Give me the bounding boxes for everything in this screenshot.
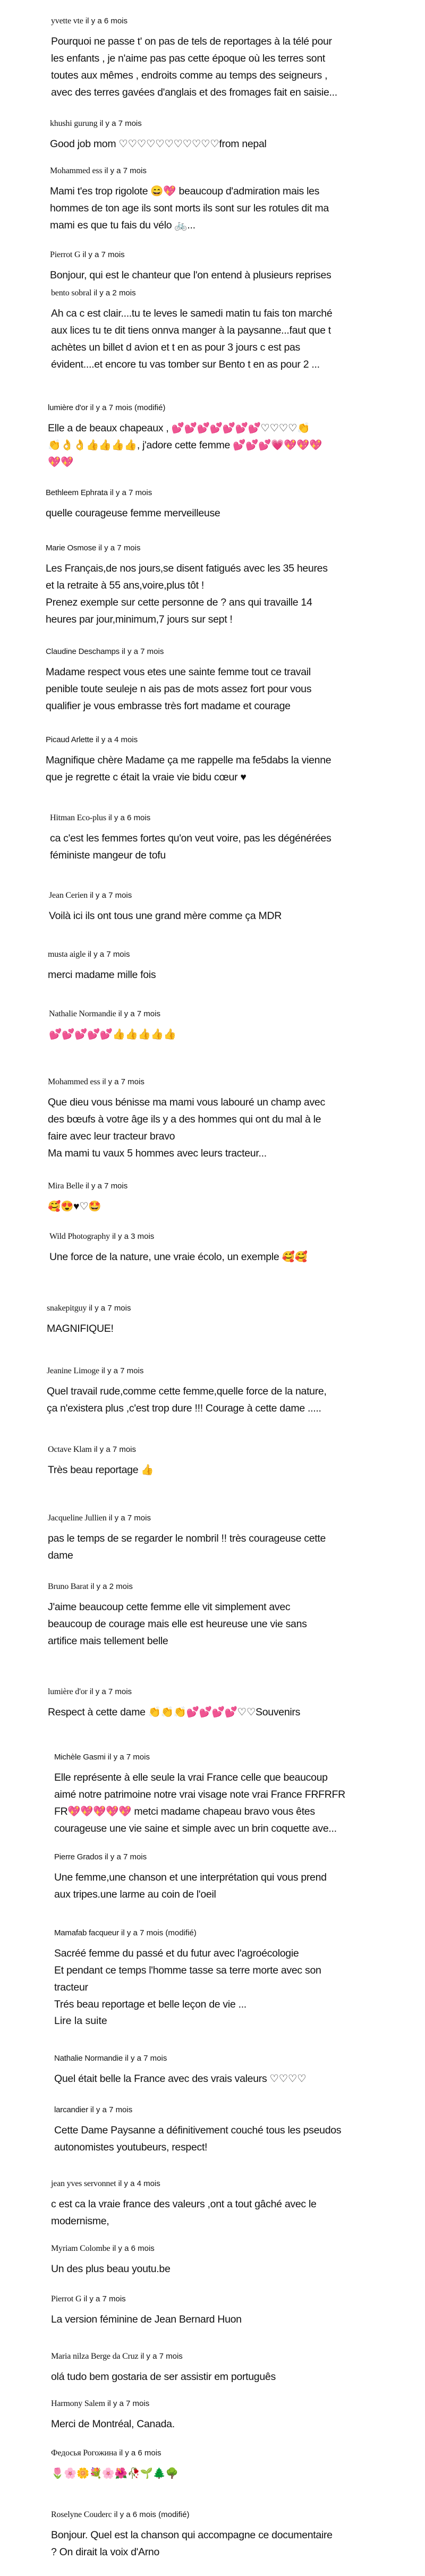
comment-header (48, 1077, 425, 1087)
comment-timestamp[interactable]: il y a 7 mois (108, 1514, 151, 1523)
comment-timestamp[interactable]: il y a 6 mois (114, 2510, 156, 2519)
comment-text (48, 1094, 414, 1162)
comment-item (0, 1077, 425, 1162)
comment-author[interactable]: Roselyne Couderc (51, 2510, 112, 2519)
comment-item (0, 1231, 425, 1265)
comment-line: qualifier je vous embrasse très fort madame et courage (46, 700, 291, 712)
comment-item (0, 1366, 425, 1417)
comment-timestamp[interactable]: il y a 4 mois (95, 735, 138, 744)
comment-author[interactable]: Maria nilza Berge da Cruz (51, 2352, 139, 2361)
comment-author[interactable]: jean yves servonnet (51, 2179, 116, 2188)
comment-text (46, 560, 412, 628)
comment-line: Bonjour, qui est le chanteur que l'on entend à plusieurs reprises (50, 269, 332, 281)
comment-text (51, 2368, 418, 2385)
comment-text (48, 1461, 414, 1478)
comment-text (48, 420, 414, 471)
comment-line: des bœufs à votre âge ils y a des hommes qui ont du mal à le (48, 1113, 321, 1125)
comment-author[interactable]: Nathalie Normandie (54, 2054, 123, 2063)
comment-header (51, 2179, 425, 2189)
comment-timestamp[interactable]: il y a 7 mois (140, 2352, 183, 2361)
comment-author[interactable]: Wild Photography (49, 1232, 110, 1241)
comment-item (0, 403, 425, 471)
comment-timestamp[interactable]: il y a 7 mois (88, 950, 130, 959)
comment-item (0, 890, 425, 924)
comment-line: pas le temps de se regarder le nombril !! très courageuse cette (48, 1533, 326, 1544)
comment-timestamp[interactable]: il y a 7 mois (89, 1304, 131, 1313)
comment-author[interactable]: yvette vte (51, 16, 83, 25)
comment-line: olá tudo bem gostaria de ser assistir em português (51, 2371, 276, 2383)
comment-line: FR💖💖💖💖💖 metci madame chapeau bravo vous êtes (54, 1806, 315, 1817)
comment-line: courageuse une vie saine et simple avec un brin coquette ave... (54, 1823, 337, 1834)
comment-line: aux lices tu te dit tiens onnva manger à la paysanne...faut que t (51, 325, 331, 336)
comment-item (0, 2399, 425, 2433)
comment-line: Ah ca c est clair....tu te leves le samedi matin tu fais ton marché (51, 308, 333, 319)
comment-line: autonomistes youtubeurs, respect! (54, 2141, 208, 2153)
edited-label: (modifié) (158, 2510, 190, 2519)
comment-header (48, 1444, 425, 1455)
comment-timestamp[interactable]: il y a 7 mois (104, 166, 147, 175)
comment-text (48, 1530, 414, 1564)
comment-line: Ma mami tu vaux 5 hommes avec leurs tracteur... (48, 1147, 267, 1159)
comment-timestamp[interactable]: il y a 2 mois (94, 288, 136, 297)
comment-timestamp[interactable]: il y a 7 mois (89, 1687, 132, 1696)
comment-author[interactable]: Федосья Рогожина (51, 2449, 117, 2458)
comment-line: Good job mom ♡♡♡♡♡♡♡♡♡♡♡from nepal (50, 138, 267, 150)
comment-line: hommes de ton age ils sont morts ils sont sur les rotules dit ma (50, 202, 329, 214)
comment-text (48, 1599, 414, 1650)
comment-timestamp[interactable]: il y a 6 mois (119, 2449, 162, 2458)
comment-timestamp[interactable]: il y a 4 mois (118, 2179, 160, 2188)
comment-header (46, 543, 425, 554)
comment-text (46, 752, 412, 786)
edited-label: (modifié) (134, 403, 166, 412)
comment-line: tracteur (54, 1982, 88, 1993)
comment-author[interactable]: Harmony Salem (51, 2399, 105, 2408)
comment-timestamp[interactable]: il y a 7 mois (107, 2399, 150, 2408)
comment-text (51, 2465, 418, 2482)
comment-line: Trés beau reportage et belle leçon de vie ... (54, 1999, 246, 2010)
comment-header (46, 735, 425, 745)
comment-header (50, 166, 425, 176)
comment-header (50, 118, 425, 129)
comment-line: Les Français,de nos jours,se disent fatigués avec les 35 heures (46, 563, 328, 574)
comment-line: Voilà ici ils ont tous une grand mère comme ça MDR (49, 910, 282, 922)
comment-text (50, 183, 416, 234)
comment-timestamp[interactable]: il y a 3 mois (112, 1232, 155, 1241)
comment-item (0, 813, 425, 864)
comment-item (0, 288, 425, 373)
comment-item (0, 2179, 425, 2230)
comment-item (0, 2351, 425, 2385)
comment-text (50, 830, 416, 864)
comment-timestamp[interactable]: il y a 6 mois (85, 16, 128, 25)
comment-item (0, 2053, 425, 2087)
comment-author[interactable]: Mohammed ess (48, 1077, 100, 1086)
comment-item (0, 2294, 425, 2328)
comment-header (48, 1582, 425, 1592)
comment-line: heures par jour,minimum,7 jours sur sept ! (46, 614, 233, 625)
comment-line: Quel travail rude,comme cette femme,quelle force de la nature, (47, 1385, 327, 1397)
comment-line: ca c'est les femmes fortes qu'on veut voire, pas les dégénérées (50, 832, 332, 844)
comment-author[interactable]: Jeanine Limoge (47, 1366, 99, 1375)
comment-timestamp[interactable]: il y a 7 mois (99, 119, 142, 128)
comment-author[interactable]: snakepitguy (47, 1304, 87, 1313)
comment-text (50, 135, 416, 152)
comment-text (54, 1945, 421, 2013)
comment-header (51, 2510, 425, 2520)
comment-timestamp[interactable]: il y a 7 mois (110, 488, 152, 497)
comment-item (0, 2243, 425, 2277)
comment-timestamp[interactable]: il y a 7 mois (104, 1852, 147, 1861)
comment-text (48, 966, 414, 983)
comment-header (54, 1928, 425, 1939)
comment-timestamp[interactable]: il y a 2 mois (90, 1582, 133, 1591)
comment-line: beaucoup de courage mais elle est heureuse une vie sans (48, 1618, 307, 1630)
comment-text (51, 2416, 418, 2433)
comment-text (48, 1704, 414, 1721)
comment-author[interactable]: Mohammed ess (50, 166, 103, 175)
comment-timestamp[interactable]: il y a 7 mois (122, 647, 164, 656)
comment-text (51, 2311, 418, 2328)
comment-author[interactable]: Hitman Eco-plus (50, 813, 106, 822)
comment-item (0, 250, 425, 284)
comment-item (0, 166, 425, 234)
comment-item (0, 2510, 425, 2561)
comment-item (0, 1009, 425, 1043)
comment-text (51, 33, 418, 101)
comment-line: Elle représente à elle seule la vrai France celle que beaucoup (54, 1772, 328, 1783)
comment-author[interactable]: Nathalie Normandie (49, 1009, 116, 1018)
comment-item (0, 735, 425, 786)
comment-line: aux tripes.une larme au coin de l'oeil (54, 1889, 216, 1900)
comment-item (0, 16, 425, 101)
comment-line: quelle courageuse femme merveilleuse (46, 507, 220, 519)
comment-author[interactable]: Mamafab facqueur (54, 1928, 119, 1937)
comment-author[interactable]: Mira Belle (48, 1181, 83, 1191)
comment-line: dame (48, 1550, 73, 1561)
comment-item (0, 1928, 425, 2027)
comment-text (46, 505, 412, 522)
comment-header (48, 403, 425, 413)
comment-author[interactable]: Picaud Arlette (46, 735, 94, 744)
comment-line: Quel était belle la France avec des vrais valeurs ♡♡♡♡ (54, 2073, 307, 2085)
comment-text (54, 1769, 421, 1837)
comment-author[interactable]: lumière d'or (48, 1687, 88, 1696)
comment-item (0, 1303, 425, 1337)
comment-timestamp[interactable]: il y a 7 mois (101, 1366, 144, 1375)
comment-line: Mami t'es trop rigolote 😄💖 beaucoup d'admiration mais les (50, 185, 320, 197)
comment-timestamp[interactable]: il y a 7 mois (94, 1445, 137, 1454)
comment-line: Elle a de beaux chapeaux , 💕💕💕💕💕💕💕♡♡♡♡👏 (48, 422, 310, 434)
comment-line: toutes aux mêmes , endroits comme au temps des seigneurs , (51, 70, 328, 81)
comment-author[interactable]: Pierrot G (50, 250, 81, 259)
comment-item (0, 118, 425, 152)
comment-line: faire avec leur tracteur bravo (48, 1130, 175, 1142)
comment-author[interactable]: Pierrot G (51, 2294, 82, 2303)
comment-timestamp[interactable]: il y a 7 mois (83, 2294, 126, 2303)
comment-text (46, 664, 412, 715)
comment-line: Respect à cette dame 👏👏👏💕💕💕💕♡♡Souvenirs (48, 1706, 301, 1718)
comment-header (54, 1852, 425, 1863)
comment-item (0, 488, 425, 522)
comment-header (49, 1231, 425, 1242)
comment-line: Magnifique chère Madame ça me rappelle ma fe5dabs la vienne (46, 754, 332, 766)
comment-line: Sacréé femme du passé et du futur avec l'agroécologie (54, 1948, 299, 1959)
comment-author[interactable]: Claudine Deschamps (46, 647, 120, 656)
comment-line: Très beau reportage 👍 (48, 1464, 154, 1476)
comment-text (47, 1320, 413, 1337)
comment-line: 🥰😍♥♡🤩 (48, 1201, 101, 1212)
comment-text (49, 1026, 415, 1043)
comment-header (51, 2351, 425, 2362)
comment-author[interactable]: Octave Klam (48, 1445, 92, 1454)
comment-header (54, 1752, 425, 1763)
comment-header (50, 250, 425, 260)
comment-timestamp[interactable]: il y a 7 mois (86, 1181, 128, 1191)
comment-line: penible toute seuleje n ais pas de mots assez fort pour vous (46, 683, 312, 695)
comment-line: La version féminine de Jean Bernard Huon (51, 2314, 242, 2325)
comment-line: 💖💖 (48, 456, 73, 468)
comment-line: aimé notre patrimoine notre vrai visage note vrai France FRFRFR (54, 1789, 345, 1800)
comment-line: ? On dirait la voix d'Arno (51, 2546, 160, 2558)
comment-item (0, 1181, 425, 1215)
comment-header (51, 2399, 425, 2409)
comment-timestamp[interactable]: il y a 6 mois (112, 2244, 155, 2253)
comment-header (47, 1366, 425, 1376)
comment-line: 👏👌👌👍👍👍👍, j'adore cette femme 💕💕💕💗💖💖💖 (48, 439, 322, 451)
comment-line: Que dieu vous bénisse ma mami vous labouré un champ avec (48, 1096, 325, 1108)
comment-header (51, 2448, 425, 2459)
comment-line: Pourquoi ne passe t' on pas de tels de reportages à la télé pour (51, 36, 332, 47)
comment-header (51, 288, 425, 299)
comment-item (0, 1752, 425, 1837)
comment-header (49, 890, 425, 901)
comment-timestamp[interactable]: il y a 7 mois (98, 543, 141, 552)
comment-author[interactable]: Bethleem Ephrata (46, 488, 108, 497)
comment-line: que je regrette c était la vraie vie bidu cœur ♥ (46, 771, 246, 783)
comment-text (50, 267, 416, 284)
comment-line: Madame respect vous etes une sainte femme tout ce travail (46, 666, 311, 678)
comment-line: Un des plus beau youtu.be (51, 2263, 171, 2275)
comment-timestamp[interactable]: il y a 7 mois (121, 1928, 164, 1937)
comment-header (50, 813, 425, 823)
comment-header (46, 488, 425, 498)
comment-author[interactable]: Myriam Colombe (51, 2244, 110, 2253)
comment-header (54, 2053, 425, 2064)
comment-author[interactable]: bento sobral (51, 288, 92, 297)
comment-header (51, 2243, 425, 2254)
comment-header (49, 1009, 425, 1019)
comment-text (54, 2122, 421, 2156)
comment-item (0, 647, 425, 715)
comment-author[interactable]: Bruno Barat (48, 1582, 89, 1591)
comment-line: Une force de la nature, une vraie écolo, un exemple 🥰🥰 (49, 1251, 308, 1263)
comment-item (0, 2448, 425, 2482)
edited-label: (modifié) (165, 1928, 197, 1937)
read-more-link[interactable]: Lire la suite (54, 2015, 107, 2027)
comment-timestamp[interactable]: il y a 7 mois (82, 250, 125, 259)
comment-text (51, 2196, 418, 2230)
comment-header (54, 2105, 425, 2115)
comment-item (0, 2105, 425, 2156)
comment-line: et la retraite à 55 ans,voire,plus tôt ! (46, 580, 205, 591)
comment-text (51, 2260, 418, 2277)
comment-header (51, 2294, 425, 2305)
comment-line: Bonjour. Quel est la chanson qui accompagne ce documentaire (51, 2529, 333, 2541)
comment-text (49, 907, 415, 924)
comment-timestamp[interactable]: il y a 7 mois (125, 2054, 167, 2063)
comment-author[interactable]: lumière d'or (48, 403, 88, 412)
comment-header (47, 1303, 425, 1314)
comment-line: ça n'existera plus ,c'est trop dure !!! Courage à cette dame ..... (47, 1402, 321, 1414)
comment-timestamp[interactable]: il y a 7 mois (118, 1009, 160, 1018)
comment-item (0, 1444, 425, 1478)
comment-line: féministe mangeur de tofu (50, 849, 166, 861)
comment-line: les enfants , je n'aime pas pas cette époque où les terres sont (51, 53, 325, 64)
comment-text (51, 305, 418, 373)
comment-author[interactable]: Marie Osmose (46, 543, 97, 552)
comment-line: Et pendant ce temps l'homme tasse sa terre morte avec son (54, 1965, 321, 1976)
comment-item (0, 949, 425, 983)
comment-timestamp[interactable]: il y a 7 mois (90, 891, 132, 900)
comment-line: c est ca la vraie france des valeurs ,ont a tout gâché avec le (51, 2198, 317, 2210)
comment-line: Cette Dame Paysanne a définitivement couché tous les pseudos (54, 2124, 342, 2136)
comment-text (51, 2527, 418, 2561)
comment-text (49, 1248, 416, 1265)
comment-author[interactable]: Jean Cerien (49, 891, 88, 900)
comment-item (0, 1582, 425, 1650)
comment-line: évident....et encore tu vas tomber sur Bento t en as pour 2 ... (51, 359, 320, 370)
comment-text (54, 2070, 421, 2087)
comment-item (0, 1513, 425, 1564)
comment-timestamp[interactable]: il y a 7 mois (102, 1077, 144, 1086)
comment-header (48, 949, 425, 960)
comment-line: achètes un billet d avion et t en as pour 3 jours c est pas (51, 342, 301, 353)
comment-line: Une femme,une chanson et une interprétation qui vous prend (54, 1872, 327, 1883)
comment-item (0, 543, 425, 628)
comment-line: Prenez exemple sur cette personne de ? ans qui travaille 14 (46, 597, 312, 608)
comment-text (54, 1869, 421, 1903)
comment-header (51, 16, 425, 27)
comment-line: 💕💕💕💕💕👍👍👍👍👍 (49, 1028, 176, 1040)
comment-header (48, 1513, 425, 1524)
comment-author[interactable]: Jacqueline Jullien (48, 1514, 107, 1523)
comment-author[interactable]: musta aigle (48, 950, 86, 959)
comment-item (0, 1852, 425, 1903)
comment-line: artifice mais tellement belle (48, 1635, 168, 1647)
comment-author[interactable]: Michèle Gasmi (54, 1753, 106, 1762)
comment-timestamp[interactable]: il y a 7 mois (90, 403, 132, 412)
comment-line: mami es que tu fais du vélo 🚲... (50, 219, 196, 231)
comment-timestamp[interactable]: il y a 7 mois (107, 1753, 150, 1762)
comment-author[interactable]: Pierre Grados (54, 1852, 103, 1861)
comment-author[interactable]: larcandier (54, 2105, 88, 2114)
comment-header (48, 1181, 425, 1192)
comment-line: 🌷🌸🌼💐🌸🌺🥀🌱🌲🌳 (51, 2468, 178, 2479)
comment-line: MAGNIFIQUE! (47, 1323, 114, 1334)
comment-line: modernisme, (51, 2215, 109, 2227)
comment-line: avec des terres gavées d'anglais et des fromages fait en saisie... (51, 87, 337, 98)
comment-author[interactable]: khushi gurung (50, 119, 98, 128)
comment-timestamp[interactable]: il y a 7 mois (90, 2105, 133, 2114)
comment-text (47, 1383, 413, 1417)
comment-header (48, 1687, 425, 1697)
comment-line: merci madame mille fois (48, 969, 156, 981)
comment-header (46, 647, 425, 657)
comment-timestamp[interactable]: il y a 6 mois (108, 813, 151, 822)
comment-text (48, 1198, 414, 1215)
comment-line: Merci de Montréal, Canada. (51, 2418, 175, 2430)
comment-line: J'aime beaucoup cette femme elle vit simplement avec (48, 1601, 291, 1613)
comment-item (0, 1687, 425, 1721)
